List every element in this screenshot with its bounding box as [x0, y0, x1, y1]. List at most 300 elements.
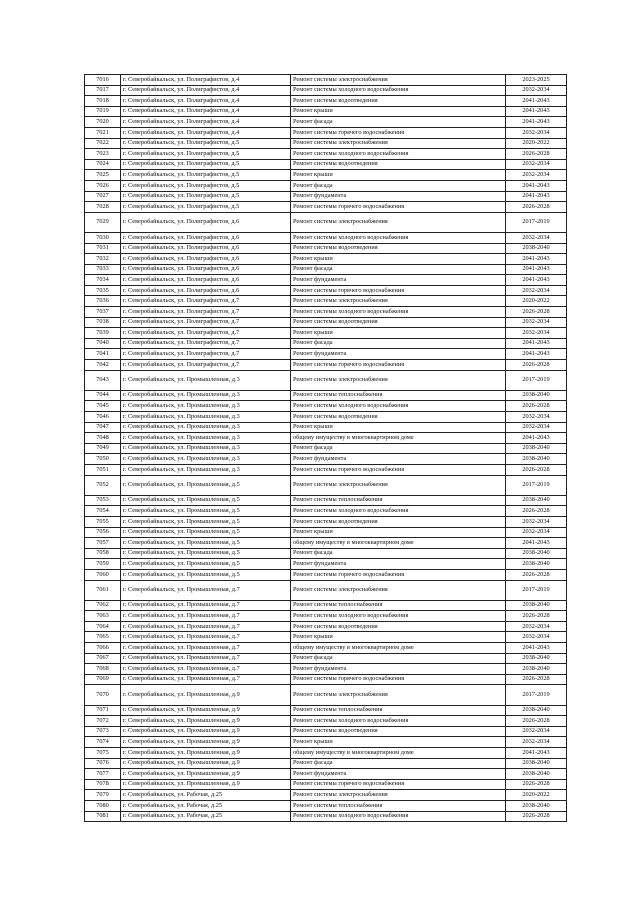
address-cell: г. Северобайкальск, ул. Промышленная, д.5 [121, 559, 291, 570]
period-cell: 2041-2043 [506, 538, 567, 549]
address-cell: г. Северобайкальск, ул. Промышленная, д.9 [121, 716, 291, 727]
table-row [85, 202, 567, 213]
table-row [85, 726, 567, 737]
period-cell: 2020-2022 [506, 296, 567, 307]
work-type-cell: Ремонт системы горячего водоснабжения [291, 779, 506, 790]
row-number: 7069 [85, 674, 121, 685]
address-cell: г. Северобайкальск, ул. Промышленная, д.7 [121, 600, 291, 611]
table-row [85, 170, 567, 181]
row-number: 7048 [85, 433, 121, 444]
period-cell: 2026-2028 [506, 611, 567, 622]
work-type-cell: Ремонт крыши [291, 632, 506, 643]
row-number: 7049 [85, 443, 121, 454]
row-number: 7079 [85, 790, 121, 801]
period-cell: 2032-2034 [506, 232, 567, 243]
period-cell: 2017-2019 [506, 370, 567, 390]
address-cell: г. Северобайкальск, ул. Полиграфистов, д.5 [121, 180, 291, 191]
address-cell: г. Северобайкальск, ул. Полиграфистов, д.5 [121, 159, 291, 170]
period-cell: 2032-2034 [506, 516, 567, 527]
table-row [85, 674, 567, 685]
period-cell: 2026-2028 [506, 716, 567, 727]
period-cell: 2026-2028 [506, 506, 567, 517]
table-row [85, 180, 567, 191]
period-cell: 2032-2034 [506, 726, 567, 737]
address-cell: г. Северобайкальск, ул. Полиграфистов, д.7 [121, 360, 291, 371]
work-type-cell: Ремонт системы холодного водоснабжения [291, 307, 506, 318]
table-row [85, 475, 567, 495]
table-row [85, 527, 567, 538]
period-cell: 2038-2040 [506, 243, 567, 254]
row-number: 7027 [85, 191, 121, 202]
address-cell: г. Северобайкальск, ул. Рабочая, д.25 [121, 790, 291, 801]
table-row [85, 412, 567, 423]
period-cell: 2038-2040 [506, 454, 567, 465]
row-number: 7065 [85, 632, 121, 643]
period-cell: 2038-2040 [506, 495, 567, 506]
table-row [85, 75, 567, 86]
period-cell: 2017-2019 [506, 580, 567, 600]
address-cell: г. Северобайкальск, ул. Промышленная, д.5 [121, 516, 291, 527]
address-cell: г. Северобайкальск, ул. Промышленная, д.5 [121, 506, 291, 517]
row-number: 7017 [85, 85, 121, 96]
table-row [85, 370, 567, 390]
period-cell: 2038-2040 [506, 600, 567, 611]
work-type-cell: Ремонт системы водоотведения [291, 243, 506, 254]
work-type-cell: Ремонт фасада [291, 117, 506, 128]
row-number: 7039 [85, 328, 121, 339]
table-row [85, 127, 567, 138]
row-number: 7057 [85, 538, 121, 549]
period-cell: 2041-2043 [506, 275, 567, 286]
work-schedule-table [84, 74, 567, 822]
period-cell: 2041-2043 [506, 180, 567, 191]
row-number: 7018 [85, 96, 121, 107]
address-cell: г. Северобайкальск, ул. Промышленная, д.9 [121, 685, 291, 705]
table-row [85, 538, 567, 549]
period-cell: 2026-2028 [506, 674, 567, 685]
work-type-cell: Ремонт системы теплоснабжения [291, 600, 506, 611]
row-number: 7022 [85, 138, 121, 149]
period-cell: 2038-2040 [506, 769, 567, 780]
address-cell: г. Северобайкальск, ул. Промышленная, д.3 [121, 464, 291, 475]
row-number: 7061 [85, 580, 121, 600]
address-cell: г. Северобайкальск, ул. Полиграфистов, д.6 [121, 243, 291, 254]
table-row [85, 285, 567, 296]
table-row [85, 422, 567, 433]
row-number: 7063 [85, 611, 121, 622]
row-number: 7080 [85, 800, 121, 811]
period-cell: 2038-2040 [506, 664, 567, 675]
table-row [85, 685, 567, 705]
period-cell: 2038-2040 [506, 705, 567, 716]
period-cell: 2023-2025 [506, 75, 567, 86]
table-row [85, 632, 567, 643]
period-cell: 2041-2043 [506, 264, 567, 275]
address-cell: г. Северобайкальск, ул. Полиграфистов, д.4 [121, 117, 291, 128]
row-number: 7046 [85, 412, 121, 423]
work-type-cell: Ремонт системы электроснабжения [291, 685, 506, 705]
address-cell: г. Северобайкальск, ул. Полиграфистов, д.6 [121, 212, 291, 232]
table-row [85, 212, 567, 232]
address-cell: г. Северобайкальск, ул. Промышленная, д.5 [121, 548, 291, 559]
work-type-cell: общему имуществу в многоквартирном доме [291, 538, 506, 549]
period-cell: 2032-2034 [506, 170, 567, 181]
row-number: 7028 [85, 202, 121, 213]
address-cell: г. Северобайкальск, ул. Промышленная, д.3 [121, 454, 291, 465]
work-type-cell: Ремонт системы горячего водоснабжения [291, 569, 506, 580]
table-row [85, 191, 567, 202]
work-type-cell: Ремонт системы водоотведения [291, 412, 506, 423]
address-cell: г. Северобайкальск, ул. Полиграфистов, д.7 [121, 317, 291, 328]
work-type-cell: общему имуществу в многоквартирном доме [291, 433, 506, 444]
row-number: 7064 [85, 621, 121, 632]
address-cell: г. Северобайкальск, ул. Полиграфистов, д.6 [121, 254, 291, 265]
period-cell: 2026-2028 [506, 569, 567, 580]
address-cell: г. Северобайкальск, ул. Промышленная, д.9 [121, 758, 291, 769]
period-cell: 2026-2028 [506, 779, 567, 790]
period-cell: 2038-2040 [506, 653, 567, 664]
work-type-cell: Ремонт крыши [291, 422, 506, 433]
table-row [85, 149, 567, 160]
row-number: 7058 [85, 548, 121, 559]
address-cell: г. Северобайкальск, ул. Полиграфистов, д.4 [121, 106, 291, 117]
row-number: 7047 [85, 422, 121, 433]
address-cell: г. Северобайкальск, ул. Промышленная, д.7 [121, 632, 291, 643]
address-cell: г. Северобайкальск, ул. Промышленная, д.7 [121, 580, 291, 600]
period-cell: 2026-2028 [506, 202, 567, 213]
period-cell: 2026-2028 [506, 360, 567, 371]
period-cell: 2032-2034 [506, 328, 567, 339]
work-type-cell: Ремонт фундамента [291, 191, 506, 202]
work-type-cell: Ремонт системы теплоснабжения [291, 705, 506, 716]
address-cell: г. Северобайкальск, ул. Промышленная, д.9 [121, 748, 291, 759]
table-row [85, 790, 567, 801]
work-type-cell: Ремонт фасада [291, 180, 506, 191]
period-cell: 2041-2043 [506, 96, 567, 107]
table-row [85, 800, 567, 811]
work-type-cell: Ремонт системы электроснабжения [291, 296, 506, 307]
work-type-cell: Ремонт системы водоотведения [291, 621, 506, 632]
table-row [85, 138, 567, 149]
row-number: 7023 [85, 149, 121, 160]
work-type-cell: Ремонт фундамента [291, 664, 506, 675]
work-type-cell: Ремонт системы горячего водоснабжения [291, 360, 506, 371]
table-row [85, 117, 567, 128]
row-number: 7074 [85, 737, 121, 748]
table-row [85, 296, 567, 307]
period-cell: 2038-2040 [506, 548, 567, 559]
work-type-cell: Ремонт системы водоотведения [291, 516, 506, 527]
work-type-cell: Ремонт фасада [291, 758, 506, 769]
address-cell: г. Северобайкальск, ул. Промышленная, д.9 [121, 737, 291, 748]
period-cell: 2041-2043 [506, 117, 567, 128]
table-row [85, 360, 567, 371]
row-number: 7020 [85, 117, 121, 128]
row-number: 7024 [85, 159, 121, 170]
work-type-cell: Ремонт системы холодного водоснабжения [291, 401, 506, 412]
address-cell: г. Северобайкальск, ул. Полиграфистов, д.4 [121, 96, 291, 107]
address-cell: г. Северобайкальск, ул. Промышленная, д.5 [121, 527, 291, 538]
work-type-cell: Ремонт системы водоотведения [291, 96, 506, 107]
row-number: 7054 [85, 506, 121, 517]
address-cell: г. Северобайкальск, ул. Промышленная, д.7 [121, 664, 291, 675]
table-body [85, 75, 567, 822]
table-row [85, 443, 567, 454]
work-type-cell: Ремонт системы электроснабжения [291, 370, 506, 390]
address-cell: г. Северобайкальск, ул. Промышленная, д.9 [121, 726, 291, 737]
row-number: 7070 [85, 685, 121, 705]
table-row [85, 779, 567, 790]
address-cell: г. Северобайкальск, ул. Полиграфистов, д.5 [121, 191, 291, 202]
address-cell: г. Северобайкальск, ул. Промышленная, д.7 [121, 653, 291, 664]
period-cell: 2026-2028 [506, 464, 567, 475]
address-cell: г. Северобайкальск, ул. Полиграфистов, д.7 [121, 296, 291, 307]
work-type-cell: Ремонт системы холодного водоснабжения [291, 85, 506, 96]
work-type-cell: Ремонт системы теплоснабжения [291, 390, 506, 401]
period-cell: 2032-2034 [506, 127, 567, 138]
work-type-cell: Ремонт системы электроснабжения [291, 475, 506, 495]
row-number: 7056 [85, 527, 121, 538]
row-number: 7050 [85, 454, 121, 465]
period-cell: 2017-2019 [506, 685, 567, 705]
period-cell: 2041-2043 [506, 106, 567, 117]
table-row [85, 716, 567, 727]
work-type-cell: Ремонт системы электроснабжения [291, 75, 506, 86]
address-cell: г. Северобайкальск, ул. Промышленная, д.3 [121, 433, 291, 444]
period-cell: 2041-2043 [506, 254, 567, 265]
table-row [85, 106, 567, 117]
work-type-cell: Ремонт системы горячего водоснабжения [291, 674, 506, 685]
work-type-cell: Ремонт фасада [291, 443, 506, 454]
row-number: 7078 [85, 779, 121, 790]
row-number: 7045 [85, 401, 121, 412]
work-type-cell: Ремонт системы холодного водоснабжения [291, 611, 506, 622]
work-type-cell: общему имуществу в многоквартирном доме [291, 643, 506, 654]
table-row [85, 516, 567, 527]
work-type-cell: Ремонт системы холодного водоснабжения [291, 811, 506, 822]
row-number: 7072 [85, 716, 121, 727]
address-cell: г. Северобайкальск, ул. Полиграфистов, д.5 [121, 138, 291, 149]
work-type-cell: Ремонт фундамента [291, 454, 506, 465]
address-cell: г. Северобайкальск, ул. Полиграфистов, д.4 [121, 127, 291, 138]
period-cell: 2041-2043 [506, 643, 567, 654]
table-row [85, 454, 567, 465]
period-cell: 2041-2043 [506, 433, 567, 444]
address-cell: г. Северобайкальск, ул. Полиграфистов, д.7 [121, 349, 291, 360]
work-type-cell: Ремонт системы горячего водоснабжения [291, 127, 506, 138]
work-type-cell: Ремонт крыши [291, 170, 506, 181]
table-row [85, 600, 567, 611]
work-type-cell: общему имуществу в многоквартирном доме [291, 748, 506, 759]
table-row [85, 769, 567, 780]
row-number: 7051 [85, 464, 121, 475]
table-row [85, 758, 567, 769]
work-type-cell: Ремонт системы электроснабжения [291, 138, 506, 149]
period-cell: 2017-2019 [506, 212, 567, 232]
table-row [85, 664, 567, 675]
address-cell: г. Северобайкальск, ул. Полиграфистов, д.5 [121, 170, 291, 181]
row-number: 7053 [85, 495, 121, 506]
table-row [85, 328, 567, 339]
work-type-cell: Ремонт фундамента [291, 275, 506, 286]
row-number: 7062 [85, 600, 121, 611]
address-cell: г. Северобайкальск, ул. Полиграфистов, д.7 [121, 328, 291, 339]
work-type-cell: Ремонт фасада [291, 653, 506, 664]
row-number: 7016 [85, 75, 121, 86]
table-row [85, 275, 567, 286]
address-cell: г. Северобайкальск, ул. Полиграфистов, д.4 [121, 85, 291, 96]
address-cell: г. Северобайкальск, ул. Промышленная, д.5 [121, 569, 291, 580]
work-type-cell: Ремонт системы горячего водоснабжения [291, 202, 506, 213]
table-row [85, 159, 567, 170]
period-cell: 2032-2034 [506, 527, 567, 538]
period-cell: 2041-2043 [506, 338, 567, 349]
row-number: 7081 [85, 811, 121, 822]
table-row [85, 338, 567, 349]
period-cell: 2041-2043 [506, 349, 567, 360]
table-row [85, 748, 567, 759]
address-cell: г. Северобайкальск, ул. Полиграфистов, д.6 [121, 275, 291, 286]
table-row [85, 580, 567, 600]
table-row [85, 811, 567, 822]
row-number: 7059 [85, 559, 121, 570]
address-cell: г. Северобайкальск, ул. Промышленная, д.7 [121, 674, 291, 685]
table-row [85, 264, 567, 275]
address-cell: г. Северобайкальск, ул. Промышленная, д.5 [121, 475, 291, 495]
row-number: 7038 [85, 317, 121, 328]
row-number: 7031 [85, 243, 121, 254]
address-cell: г. Северобайкальск, ул. Промышленная, д.3 [121, 422, 291, 433]
row-number: 7019 [85, 106, 121, 117]
work-type-cell: Ремонт крыши [291, 106, 506, 117]
table-row [85, 317, 567, 328]
table-row [85, 254, 567, 265]
row-number: 7037 [85, 307, 121, 318]
table-row [85, 390, 567, 401]
work-type-cell: Ремонт фундамента [291, 769, 506, 780]
row-number: 7044 [85, 390, 121, 401]
address-cell: г. Северобайкальск, ул. Рабочая, д.25 [121, 800, 291, 811]
address-cell: г. Северобайкальск, ул. Полиграфистов, д.7 [121, 307, 291, 318]
row-number: 7071 [85, 705, 121, 716]
row-number: 7068 [85, 664, 121, 675]
address-cell: г. Северобайкальск, ул. Полиграфистов, д.5 [121, 149, 291, 160]
row-number: 7035 [85, 285, 121, 296]
period-cell: 2032-2034 [506, 285, 567, 296]
address-cell: г. Северобайкальск, ул. Полиграфистов, д.5 [121, 202, 291, 213]
period-cell: 2041-2043 [506, 748, 567, 759]
period-cell: 2038-2040 [506, 559, 567, 570]
period-cell: 2038-2040 [506, 443, 567, 454]
work-type-cell: Ремонт системы холодного водоснабжения [291, 506, 506, 517]
table-row [85, 243, 567, 254]
address-cell: г. Северобайкальск, ул. Промышленная, д.3 [121, 370, 291, 390]
table-row [85, 569, 567, 580]
row-number: 7021 [85, 127, 121, 138]
work-type-cell: Ремонт системы холодного водоснабжения [291, 149, 506, 160]
address-cell: г. Северобайкальск, ул. Полиграфистов, д.7 [121, 338, 291, 349]
period-cell: 2026-2028 [506, 149, 567, 160]
address-cell: г. Северобайкальск, ул. Промышленная, д.3 [121, 443, 291, 454]
row-number: 7077 [85, 769, 121, 780]
table-row [85, 401, 567, 412]
address-cell: г. Северобайкальск, ул. Промышленная, д.9 [121, 779, 291, 790]
work-type-cell: Ремонт системы водоотведения [291, 726, 506, 737]
period-cell: 2032-2034 [506, 85, 567, 96]
table-row [85, 737, 567, 748]
address-cell: г. Северобайкальск, ул. Полиграфистов, д.6 [121, 264, 291, 275]
period-cell: 2032-2034 [506, 159, 567, 170]
period-cell: 2038-2040 [506, 758, 567, 769]
row-number: 7073 [85, 726, 121, 737]
row-number: 7033 [85, 264, 121, 275]
address-cell: г. Северобайкальск, ул. Промышленная, д.9 [121, 705, 291, 716]
work-type-cell: Ремонт крыши [291, 254, 506, 265]
address-cell: г. Северобайкальск, ул. Промышленная, д.5 [121, 538, 291, 549]
table-row [85, 506, 567, 517]
table-row [85, 433, 567, 444]
work-type-cell: Ремонт системы теплоснабжения [291, 800, 506, 811]
address-cell: г. Северобайкальск, ул. Промышленная, д.9 [121, 769, 291, 780]
period-cell: 2032-2034 [506, 422, 567, 433]
table-row [85, 349, 567, 360]
table-row [85, 643, 567, 654]
work-type-cell: Ремонт крыши [291, 737, 506, 748]
period-cell: 2020-2022 [506, 790, 567, 801]
table-row [85, 464, 567, 475]
work-type-cell: Ремонт фундамента [291, 349, 506, 360]
row-number: 7060 [85, 569, 121, 580]
period-cell: 2032-2034 [506, 632, 567, 643]
table-row [85, 559, 567, 570]
work-type-cell: Ремонт системы водоотведения [291, 317, 506, 328]
address-cell: г. Северобайкальск, ул. Полиграфистов, д.6 [121, 285, 291, 296]
address-cell: г. Северобайкальск, ул. Промышленная, д.3 [121, 401, 291, 412]
period-cell: 2026-2028 [506, 401, 567, 412]
period-cell: 2041-2043 [506, 191, 567, 202]
work-type-cell: Ремонт фасада [291, 548, 506, 559]
row-number: 7076 [85, 758, 121, 769]
address-cell: г. Северобайкальск, ул. Промышленная, д.3 [121, 390, 291, 401]
row-number: 7055 [85, 516, 121, 527]
row-number: 7034 [85, 275, 121, 286]
work-type-cell: Ремонт системы водоотведения [291, 159, 506, 170]
work-type-cell: Ремонт системы холодного водоснабжения [291, 716, 506, 727]
period-cell: 2020-2022 [506, 138, 567, 149]
row-number: 7029 [85, 212, 121, 232]
table-row [85, 495, 567, 506]
table-row [85, 548, 567, 559]
period-cell: 2026-2028 [506, 811, 567, 822]
row-number: 7036 [85, 296, 121, 307]
address-cell: г. Северобайкальск, ул. Промышленная, д.7 [121, 611, 291, 622]
period-cell: 2026-2028 [506, 307, 567, 318]
work-type-cell: Ремонт фундамента [291, 559, 506, 570]
row-number: 7052 [85, 475, 121, 495]
work-type-cell: Ремонт системы холодного водоснабжения [291, 232, 506, 243]
row-number: 7026 [85, 180, 121, 191]
work-type-cell: Ремонт фасада [291, 264, 506, 275]
address-cell: г. Северобайкальск, ул. Промышленная, д.5 [121, 495, 291, 506]
row-number: 7032 [85, 254, 121, 265]
work-type-cell: Ремонт крыши [291, 527, 506, 538]
table-row [85, 611, 567, 622]
row-number: 7066 [85, 643, 121, 654]
row-number: 7043 [85, 370, 121, 390]
table-row [85, 232, 567, 243]
table-row [85, 307, 567, 318]
work-type-cell: Ремонт системы теплоснабжения [291, 495, 506, 506]
